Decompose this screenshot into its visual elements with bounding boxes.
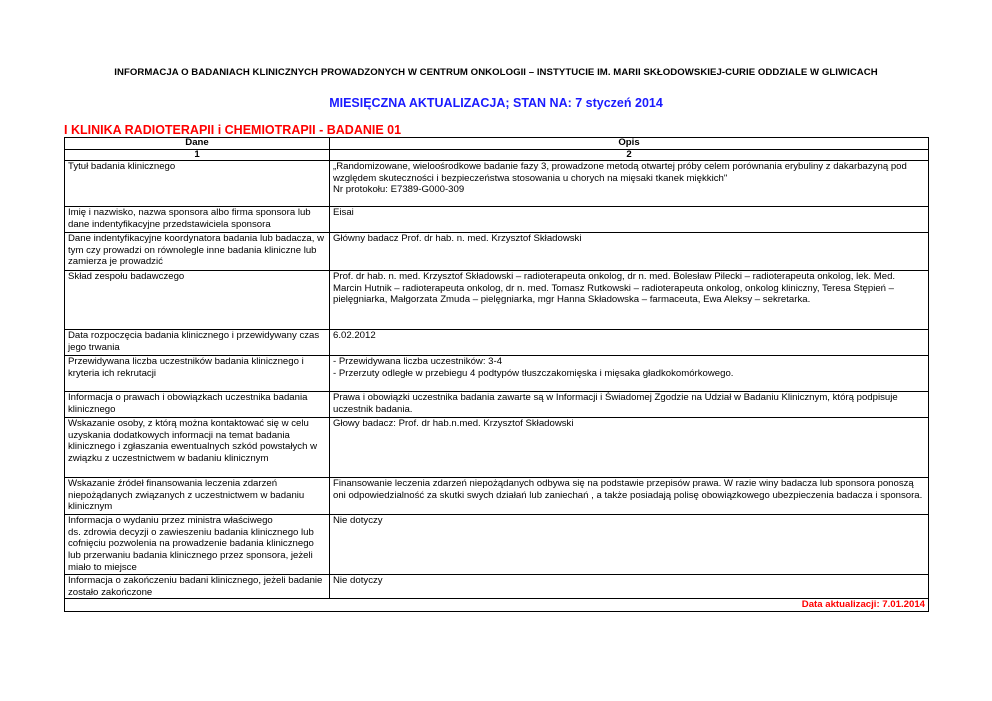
row-label: Informacja o wydaniu przez ministra właściwego ds. zdrowia decyzji o zawieszeniu badania klinicznego lub cofnięciu pozwolenia na prowadzenie badania klinicznego lub przerwaniu badania klinicznego przez sponsora, jeżeli miało to miejsce <box>65 515 330 575</box>
row-value: Nie dotyczy <box>330 575 929 599</box>
row-label: Data rozpoczęcia badania klinicznego i przewidywany czas jego trwania <box>65 330 330 356</box>
update-date: Data aktualizacji: 7.01.2014 <box>65 599 929 612</box>
row-value: Prof. dr hab. n. med. Krzysztof Składowski – radioterapeuta onkolog, dr n. med. Bolesław Pilecki – radioterapeuta onkolog, lek. Med. Marcin Hutnik – radioterapeuta onkolog, dr n. med. Tomasz Rutkowski – radioterapeuta onkolog, onkolog kliniczny, Teresa Stępień – pielęgniarka, Małgorzata Zmuda – pielęgniarka, mgr Hanna Składowska – farmaceuta, Ewa Aleksy – sekretarka. <box>330 271 929 330</box>
row-value: Główny badacz Prof. dr hab. n. med. Krzysztof Składowski <box>330 233 929 271</box>
col2-number: 2 <box>330 149 929 161</box>
row-value: „Randomizowane, wieloośrodkowe badanie fazy 3, prowadzone metodą otwartej próby celem porównania erybuliny z dakarbazyną pod względem skuteczności i bezpieczeństwa stosowania u chorych na mięsaki tkanek miękkich" Nr protokołu: E7389-G000-309 <box>330 161 929 207</box>
table-row <box>65 161 929 207</box>
row-label: Wskazanie źródeł finansowania leczenia zdarzeń niepożądanych związanych z uczestnictwem w badaniu klinicznym <box>65 478 330 515</box>
table-row <box>65 392 929 418</box>
col1-number: 1 <box>65 149 330 161</box>
row-label: Informacja o prawach i obowiązkach uczestnika badania klinicznego <box>65 392 330 418</box>
update-subtitle: MIESIĘCZNA AKTUALIZACJA; STAN NA: 7 styczeń 2014 <box>329 96 663 110</box>
row-label: Imię i nazwisko, nazwa sponsora albo firma sponsora lub dane indentyfikacyjne przedstawiciela sponsora <box>65 207 330 233</box>
table-row <box>65 233 929 271</box>
page-header: INFORMACJA O BADANIACH KLINICZNYCH PROWADZONYCH W CENTRUM ONKOLOGII – INSTYTUCIE IM. MARII SKŁODOWSKIEJ-CURIE ODDZIALE W GLIWICACH <box>114 67 878 78</box>
row-label: Dane indentyfikacyjne koordynatora badania lub badacza, w tym czy prowadzi on równolegle inne badania kliniczne lub zamierza je prowadzić <box>65 233 330 271</box>
table-row <box>65 356 929 392</box>
row-label: Przewidywana liczba uczestników badania klinicznego i kryteria ich rekrutacji <box>65 356 330 392</box>
row-value: Eisai <box>330 207 929 233</box>
table-row <box>65 515 929 575</box>
section-title: I KLINIKA RADIOTERAPII i CHEMIOTRAPII - BADANIE 01 <box>64 123 402 137</box>
row-label: Skład zespołu badawczego <box>65 271 330 330</box>
row-label: Wskazanie osoby, z którą można kontaktować się w celu uzyskania dodatkowych informacji na temat badania klinicznego i zgłaszania ewentualnych szkód powstałych w związku z uczestnictwem w badaniu klinicznym <box>65 418 330 478</box>
footer-row <box>65 599 929 612</box>
col1-header: Dane <box>65 138 330 150</box>
table-row <box>65 478 929 515</box>
col2-header: Opis <box>330 138 929 150</box>
trial-info-table <box>64 137 929 612</box>
table-row <box>65 330 929 356</box>
table-row <box>65 575 929 599</box>
row-value: Finansowanie leczenia zdarzeń niepożądanych odbywa się na podstawie przepisów prawa. W razie winy badacza lub sponsora ponoszą oni odpowiedzialność za skutki swych działań lub zaniechań , a także posiadają polisę obowiązkowego ubezpieczenia badacza i sponsora. <box>330 478 929 515</box>
table-row <box>65 207 929 233</box>
row-label: Tytuł badania klinicznego <box>65 161 330 207</box>
row-value: - Przewidywana liczba uczestników: 3-4 - Przerzuty odległe w przebiegu 4 podtypów tłuszczakomięska i mięsaka gładkokomórkowego. <box>330 356 929 392</box>
row-value: Głowy badacz: Prof. dr hab.n.med. Krzysztof Składowski <box>330 418 929 478</box>
table-row <box>65 271 929 330</box>
row-label: Informacja o zakończeniu badani klinicznego, jeżeli badanie zostało zakończone <box>65 575 330 599</box>
table-row <box>65 418 929 478</box>
row-value: 6.02.2012 <box>330 330 929 356</box>
row-value: Prawa i obowiązki uczestnika badania zawarte są w Informacji i Świadomej Zgodzie na Udział w Badaniu Klinicznym, którą podpisuje uczestnik badania. <box>330 392 929 418</box>
row-value: Nie dotyczy <box>330 515 929 575</box>
